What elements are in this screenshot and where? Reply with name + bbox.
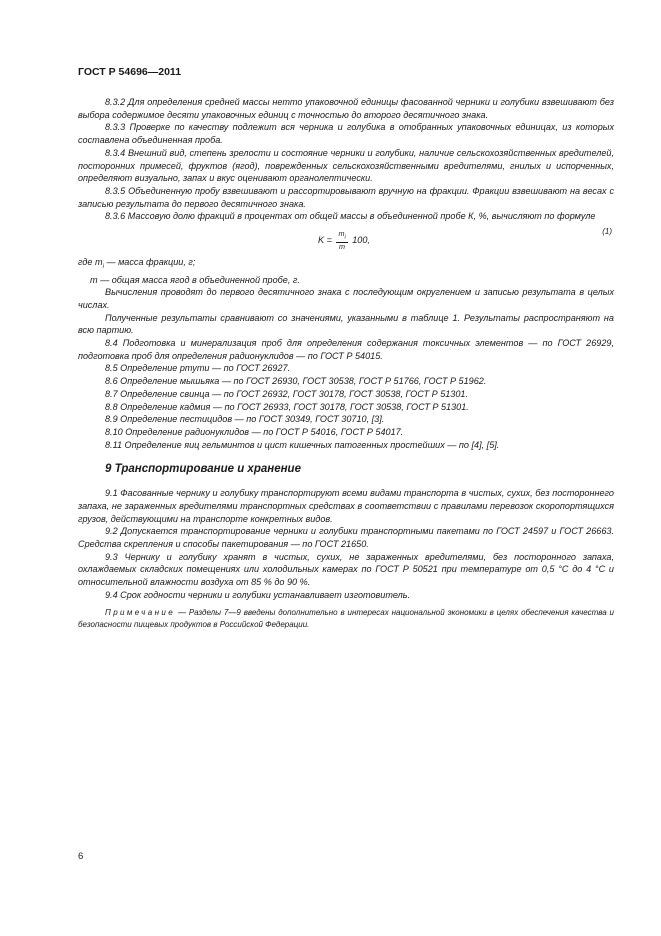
document-body: [78, 96, 614, 638]
paragraph-8-3-4: 8.3.4 Внешний вид, степень зрелости и состояние черники и голубики, наличие сельскохозяйственных вредителей, посторонних примесей, фруктов (ягод), поврежденных сельскохозяйственными вредителями, гнилых и испорченных, определяют визуально, запах и вкус оценивают органолептически.: [78, 147, 614, 184]
paragraph-9-4: 9.4 Срок годности черники и голубики устанавливает изготовитель.: [105, 589, 411, 600]
paragraph-8-8: 8.8 Определение кадмия — по ГОСТ 26933, ГОСТ 30178, ГОСТ 30538, ГОСТ Р 51301.: [105, 401, 469, 412]
paragraph-8-3-6: 8.3.6 Массовую долю фракций в процентах от общей массы в объединенной пробе К, %, вычисляют по формуле: [105, 211, 596, 222]
formula-where-1: где $m_i$ — масса фракции, г;: [78, 257, 196, 270]
paragraph-8-4: 8.4 Подготовка и минерализация проб для определения содержания токсичных элементов — по ГОСТ 26929, подготовка проб для определения радионуклидов — по ГОСТ Р 54015.: [78, 338, 614, 361]
paragraph-8-10: 8.10 Определение радионуклидов — по ГОСТ Р 54016, ГОСТ Р 54017.: [105, 426, 404, 437]
formula-number: (1): [602, 227, 612, 237]
paragraph-9-3: 9.3 Чернику и голубику хранят в чистых, сухих, не зараженных вредителями, без посторонного запаха, охлаждаемых складских помещениях или холодильных камерах по ГОСТ Р 50521 при температуре от 0,5 °С до 4 °С и относительной влажности воздуха от 85 % до 90 %.: [78, 551, 614, 588]
paragraph-8-3-2: 8.3.2 Для определения средней массы нетто упаковочной единицы фасованной черники и голубики взвешивают без выбора содержимое десяти упаковочных единиц с точностью до второго десятичного знака.: [78, 97, 614, 120]
paragraph-8-11: 8.11 Определение яиц гельминтов и цист кишечных патогенных простейших — по [4], [5].: [105, 439, 500, 450]
paragraph-8-5: 8.5 Определение ртути — по ГОСТ 26927.: [105, 363, 291, 374]
page-number: 6: [78, 851, 84, 862]
note-label: Примечание: [105, 608, 176, 618]
formula-denominator: m: [339, 241, 346, 251]
paragraph-8-3-3: 8.3.3 Проверке по качеству подлежит вся черника и голубика в отобранных упаковочных единицах, из которых составлена объединенная проба.: [78, 122, 614, 146]
formula-numerator: $m_i$: [336, 230, 347, 243]
paragraph-results: Полученные результаты сравнивают со значениями, указанными в таблице 1. Результаты распространяют на всю партию.: [78, 312, 614, 336]
formula-fraction: [336, 230, 347, 251]
paragraph-8-6: 8.6 Определение мышьяка — по ГОСТ 26930, ГОСТ 30538, ГОСТ Р 51766, ГОСТ Р 51962.: [105, 376, 487, 387]
formula-expression: [318, 230, 370, 251]
formula-lhs: K =: [318, 235, 332, 246]
formula-1: [78, 226, 614, 252]
paragraph-8-9: 8.9 Определение пестицидов — по ГОСТ 30349, ГОСТ 30710, [3].: [105, 414, 385, 425]
formula-rhs: 100,: [352, 235, 370, 246]
paragraph-9-2: 9.2 Допускается транспортирование черники и голубики транспортными пакетами по ГОСТ 24597 и ГОСТ 26663. Средства скрепления и способы пакетирования — по ГОСТ 21650.: [78, 526, 614, 549]
paragraph-9-1: 9.1 Фасованные чернику и голубику транспортируют всеми видами транспорта в чистых, сухих, без постороннего запаха, не зараженных вредителями транспортных средствах в соответствии с правилами перевозок скоропортящихся грузов, действующими на транспорте конкретных видов.: [78, 488, 614, 524]
paragraph-calc: Вычисления проводят до первого десятичного знака с последующим округлением и записью результата в целых числах.: [78, 287, 614, 310]
note: [78, 607, 614, 630]
document-header: ГОСТ Р 54696—2011: [78, 66, 182, 78]
section-9-title: 9 Транспортирование и хранение: [105, 463, 301, 476]
note-text: — Разделы 7—9 введены дополнительно в интересах национальной экономики в целях обеспечения качества и безопасности пищевых продуктов в Российской Федерации.: [78, 608, 614, 629]
paragraph-8-7: 8.7 Определение свинца — по ГОСТ 26932, ГОСТ 30178, ГОСТ 30538, ГОСТ Р 51301.: [105, 388, 469, 399]
paragraph-8-3-5: 8.3.5 Объединенную пробу взвешивают и рассортировывают вручную на фракции. Фракции взвешивают на весах с записью результата до первого десятичного знака.: [78, 185, 614, 209]
formula-where-2: m — общая масса ягод в объединенной пробе, г.: [90, 274, 300, 285]
